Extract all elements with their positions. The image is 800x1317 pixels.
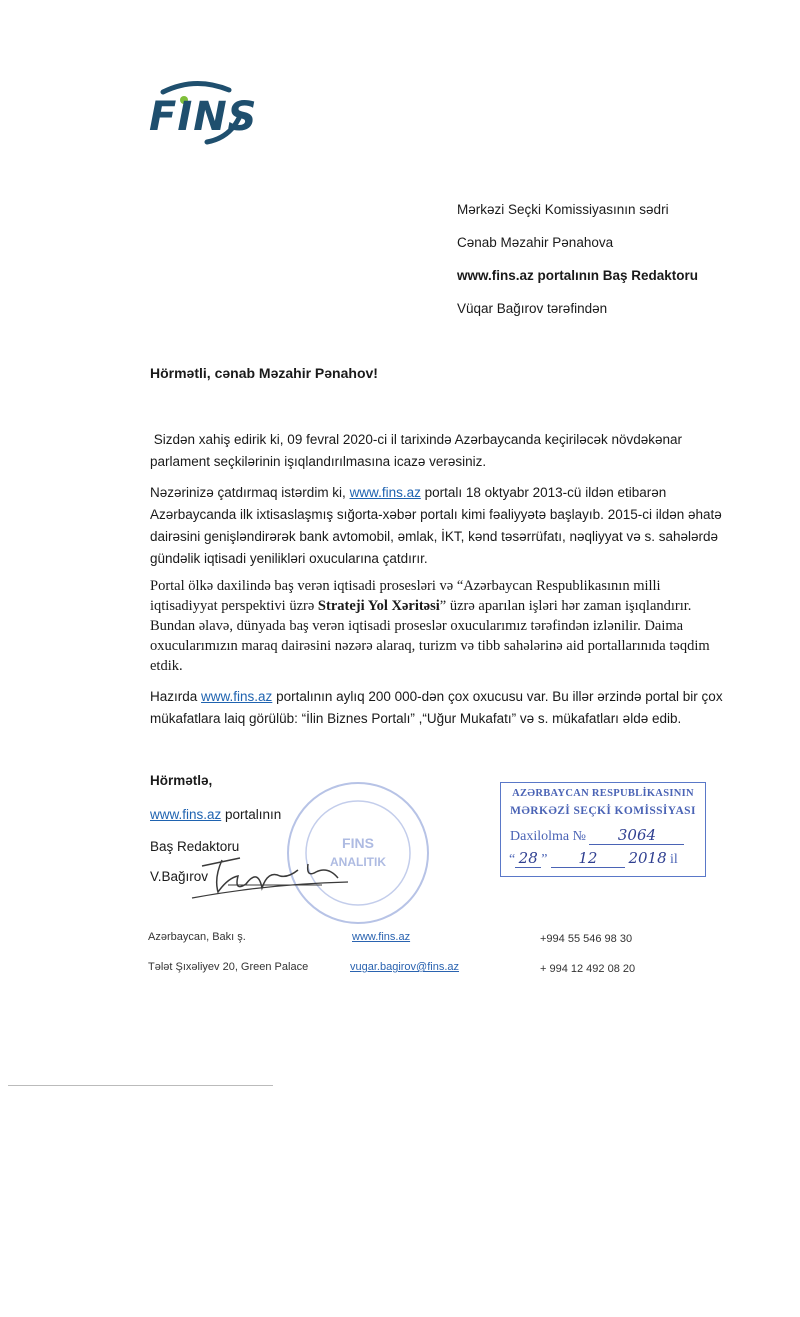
stamp-il: il xyxy=(669,852,678,867)
paragraph-line: dairəsini genişləndirərək bank avtomobil, əmlak, İKT, kənd təsərrüfatı, nəqliyyat və s. sahələrdə xyxy=(150,529,719,544)
round-stamp-sub: ANALITIK xyxy=(330,855,386,869)
fins-link[interactable]: www.fins.az xyxy=(150,807,222,822)
text: Nəzərinizə çatdırmaq istərdim ki, xyxy=(150,485,350,500)
stamp-label: Daxilolma № xyxy=(510,829,586,844)
paragraph-line xyxy=(150,482,725,504)
paragraph-line: Azərbaycanda ilk ixtisaslaşmış sığorta-xəbər portalı kimi fəaliyyətə başlayıb. 2015-ci ildən əhatə xyxy=(150,507,722,522)
paragraph-line xyxy=(150,596,725,616)
recipient-line-1: Mərkəzi Seçki Komissiyasının sədri xyxy=(457,202,669,217)
stamp-day: 28 xyxy=(515,849,541,868)
fins-logo xyxy=(145,78,258,148)
closing-name: V.Bağırov xyxy=(150,869,209,884)
greeting: Hörmətli, cənab Məzahir Pənahov! xyxy=(150,365,378,381)
paragraph-request xyxy=(150,429,725,473)
footer-email-link[interactable]: vugar.bagirov@fins.az xyxy=(350,961,460,973)
paragraph-line: Sizdən xahiş edirik ki, 09 fevral 2020-ci il tarixində Azərbaycanda keçiriləcək növdəkənar xyxy=(150,432,683,447)
stamp-line-2: MƏRKƏZİ SEÇKİ KOMİSSİYASI xyxy=(510,805,696,817)
text: portalı 18 oktyabr 2013-cü ildən etibarən xyxy=(420,485,667,500)
recipient-line-3: www.fins.az portalının Baş Redaktoru xyxy=(457,268,699,283)
paragraph-line: etdik. xyxy=(150,658,183,674)
paragraph-line: Bundan əlavə, dünyada baş verən iqtisadi proseslər oxucularımız tərəfindən izlənilir. Daima xyxy=(150,618,684,634)
text: Hazırda xyxy=(150,689,202,704)
closing-portal xyxy=(150,804,281,826)
logo-text: FINS xyxy=(149,94,258,140)
paragraph-readers xyxy=(150,686,725,730)
paragraph-line: Portal ölkə daxilində baş verən iqtisadi prosesləri və “Azərbaycan Respublikasının milli xyxy=(150,578,661,594)
stamp-month: 12 xyxy=(551,849,625,868)
fins-link[interactable]: www.fins.az xyxy=(349,485,421,500)
footer-phone-2: + 994 12 492 08 20 xyxy=(540,963,636,975)
closing-regards: Hörmətlə, xyxy=(150,773,213,788)
fins-link[interactable]: www.fins.az xyxy=(201,689,273,704)
stamp-line-1: AZƏRBAYCAN RESPUBLİKASININ xyxy=(512,788,694,799)
recipient-line-2: Cənab Məzahir Pənahova xyxy=(457,235,614,250)
registration-stamp xyxy=(500,782,706,877)
text: portalının xyxy=(221,807,282,822)
closing-title: Baş Redaktoru xyxy=(150,839,240,854)
stamp-number: 3064 xyxy=(589,826,684,845)
footer-phone-1: +994 55 546 98 30 xyxy=(540,933,633,945)
paragraph-about xyxy=(150,482,725,570)
text: iqtisadiyyat perspektivi üzrə xyxy=(150,598,318,614)
stamp-number-row xyxy=(510,826,684,845)
signature-icon xyxy=(188,848,388,908)
text: portalının aylıq 200 000-dən çox oxucusu var. Bu illər ərzində portal bir çox xyxy=(272,689,723,704)
roadmap-title: Strateji Yol Xəritəsi xyxy=(317,598,440,614)
paragraph-line: mükafatlara laiq görülüb: “İlin Biznes Portalı” ,“Uğur Mukafatı” və s. mükafatları əldə edib. xyxy=(150,711,682,726)
page-divider xyxy=(8,1085,273,1086)
footer-address-1: Azərbaycan, Bakı ş. xyxy=(148,931,246,943)
paragraph-line: oxucularımızın maraq dairəsini nəzərə alaraq, turizm və tibb sahələrinə aid portallarınıda təqdim xyxy=(150,638,710,654)
stamp-date-row: “ 28 ” 12 2018 il xyxy=(509,849,678,867)
round-stamp-center: FINS xyxy=(342,835,374,851)
paragraph-line: gündəlik iqtisadi yenilikləri oxucularına çatdırır. xyxy=(150,551,428,566)
stamp-year: 2018 xyxy=(628,849,667,867)
footer-web-link[interactable]: www.fins.az xyxy=(352,931,411,943)
paragraph-line xyxy=(150,686,725,708)
paragraph-coverage xyxy=(150,576,725,676)
text: ” üzrə aparılan işləri hər zaman işıqlandırır. xyxy=(439,598,692,614)
footer-address-2: Tələt Şıxəliyev 20, Green Palace xyxy=(148,961,309,973)
paragraph-line: parlament seçkilərinin işıqlandırılmasına icazə verəsiniz. xyxy=(150,454,487,469)
recipient-line-4: Vüqar Bağırov tərəfindən xyxy=(457,301,608,316)
